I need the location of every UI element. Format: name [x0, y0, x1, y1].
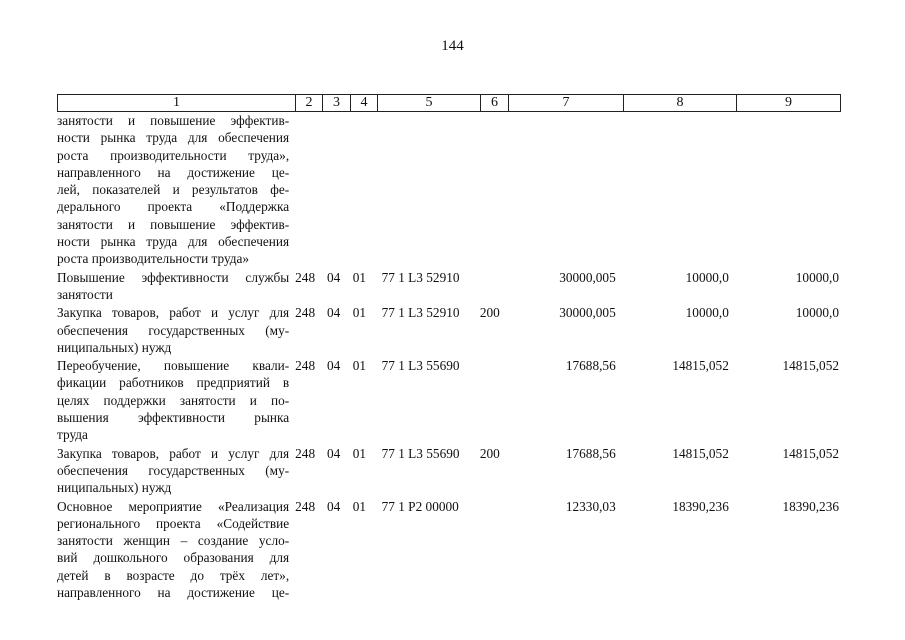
row-col-6	[478, 357, 506, 443]
row-col-4: 01	[352, 358, 367, 374]
description-line: ниципальных) нужд	[57, 339, 172, 355]
header-col-3: 3	[322, 95, 350, 111]
description-line: занятости женщин – создание усло-	[57, 533, 290, 549]
row-col-2	[291, 112, 323, 268]
description-line: занятости и повышение эффектив-	[57, 113, 290, 128]
description-line: Основное мероприятие «Реализация	[57, 498, 290, 514]
table-row	[57, 357, 841, 443]
description-line: Переобучение, повышение квали-	[57, 358, 290, 374]
description-line: Повышение эффективности службы	[57, 269, 290, 285]
row-col-9: 18390,236	[782, 498, 839, 514]
header-col-8: 8	[623, 95, 736, 111]
header-col-4: 4	[350, 95, 377, 111]
description-line: вышения эффективности рынка	[57, 410, 290, 426]
description-line: занятости	[57, 286, 113, 302]
row-col-4: 01	[352, 305, 367, 321]
description-line: Закупка товаров, работ и услуг для	[57, 305, 290, 321]
row-col-5	[375, 112, 478, 268]
row-col-3: 04	[326, 305, 341, 321]
description-line: направленного на достижение це-	[57, 164, 290, 180]
row-col-4: 01	[352, 445, 367, 461]
description-line: ниципальных) нужд	[57, 480, 172, 496]
row-col-2: 248	[295, 498, 316, 514]
description-line: труда	[57, 427, 88, 443]
row-col-8: 14815,052	[672, 445, 729, 461]
description-line: детей в возрасте до трёх лет»,	[57, 567, 290, 583]
table-header	[57, 94, 841, 112]
row-col-5: 77 1 L3 55690	[381, 445, 460, 461]
row-description	[57, 304, 291, 356]
row-col-8: 10000,0	[685, 269, 729, 285]
description-line: занятости и повышение эффектив-	[57, 216, 290, 232]
header-col-7: 7	[508, 95, 623, 111]
row-col-2: 248	[295, 305, 316, 321]
table-row	[57, 304, 841, 356]
row-col-5: 77 1 L3 52910	[381, 305, 460, 321]
row-col-3: 04	[326, 269, 341, 285]
row-col-8: 10000,0	[685, 305, 729, 321]
description-line: фикации работников предприятий в	[57, 375, 290, 391]
description-line: направленного на достижение це-	[57, 585, 290, 601]
description-line: обеспечения государственных (му-	[57, 322, 290, 338]
row-col-4	[350, 112, 375, 268]
row-col-8	[620, 112, 732, 268]
description-line: роста производительности труда»,	[57, 147, 290, 163]
description-line: ности рынка труда для обеспечения	[57, 234, 290, 250]
row-col-5: 77 1 P2 00000	[381, 498, 459, 514]
table-row	[57, 445, 841, 497]
description-line: вий дошкольного образования для	[57, 550, 290, 566]
row-col-4: 01	[352, 269, 367, 285]
table-row	[57, 269, 841, 304]
row-col-7: 17688,56	[565, 445, 616, 461]
table-row	[57, 498, 841, 602]
row-col-2: 248	[295, 269, 316, 285]
row-description	[57, 445, 291, 497]
row-col-6: 200	[479, 305, 500, 321]
description-line: Закупка товаров, работ и услуг для	[57, 445, 290, 461]
row-col-6	[478, 269, 506, 304]
row-col-5: 77 1 L3 52910	[381, 269, 460, 285]
row-description	[57, 357, 291, 443]
row-col-7: 30000,005	[559, 305, 616, 321]
row-col-9: 10000,0	[795, 269, 839, 285]
header-col-6: 6	[480, 95, 508, 111]
description-line: дерального проекта «Поддержка	[57, 199, 290, 215]
row-col-5: 77 1 L3 55690	[381, 358, 460, 374]
row-description	[57, 269, 291, 304]
description-line: роста производительности труда»	[57, 251, 250, 267]
row-col-7: 12330,03	[565, 498, 616, 514]
header-col-1: 1	[173, 95, 180, 110]
description-line: обеспечения государственных (му-	[57, 462, 290, 478]
row-col-9: 14815,052	[782, 358, 839, 374]
row-col-3: 04	[326, 445, 341, 461]
description-line: регионального проекта «Содействие	[57, 515, 290, 531]
row-description	[57, 112, 291, 268]
row-col-9	[732, 112, 841, 268]
header-col-9: 9	[736, 95, 840, 111]
row-col-9: 14815,052	[782, 445, 839, 461]
row-col-3	[323, 112, 350, 268]
row-col-8: 18390,236	[672, 498, 729, 514]
description-line: целях поддержки занятости и по-	[57, 392, 290, 408]
row-col-6	[478, 112, 506, 268]
row-col-3: 04	[326, 358, 341, 374]
row-col-4: 01	[352, 498, 367, 514]
row-col-6: 200	[479, 445, 500, 461]
header-col-5: 5	[377, 95, 480, 111]
row-col-3: 04	[326, 498, 341, 514]
row-description	[57, 498, 291, 602]
row-col-7	[506, 112, 620, 268]
row-col-9: 10000,0	[795, 305, 839, 321]
table-row	[57, 112, 841, 268]
row-col-2: 248	[295, 445, 316, 461]
page-number: 144	[441, 38, 464, 54]
row-col-6	[478, 498, 506, 602]
description-line: лей, показателей и результатов фе-	[57, 182, 290, 198]
row-col-7: 30000,005	[559, 269, 616, 285]
table-body	[57, 112, 841, 601]
row-col-2: 248	[295, 358, 316, 374]
header-col-2: 2	[295, 95, 322, 111]
row-col-7: 17688,56	[565, 358, 616, 374]
row-col-8: 14815,052	[672, 358, 729, 374]
description-line: ности рынка труда для обеспечения	[57, 130, 290, 146]
